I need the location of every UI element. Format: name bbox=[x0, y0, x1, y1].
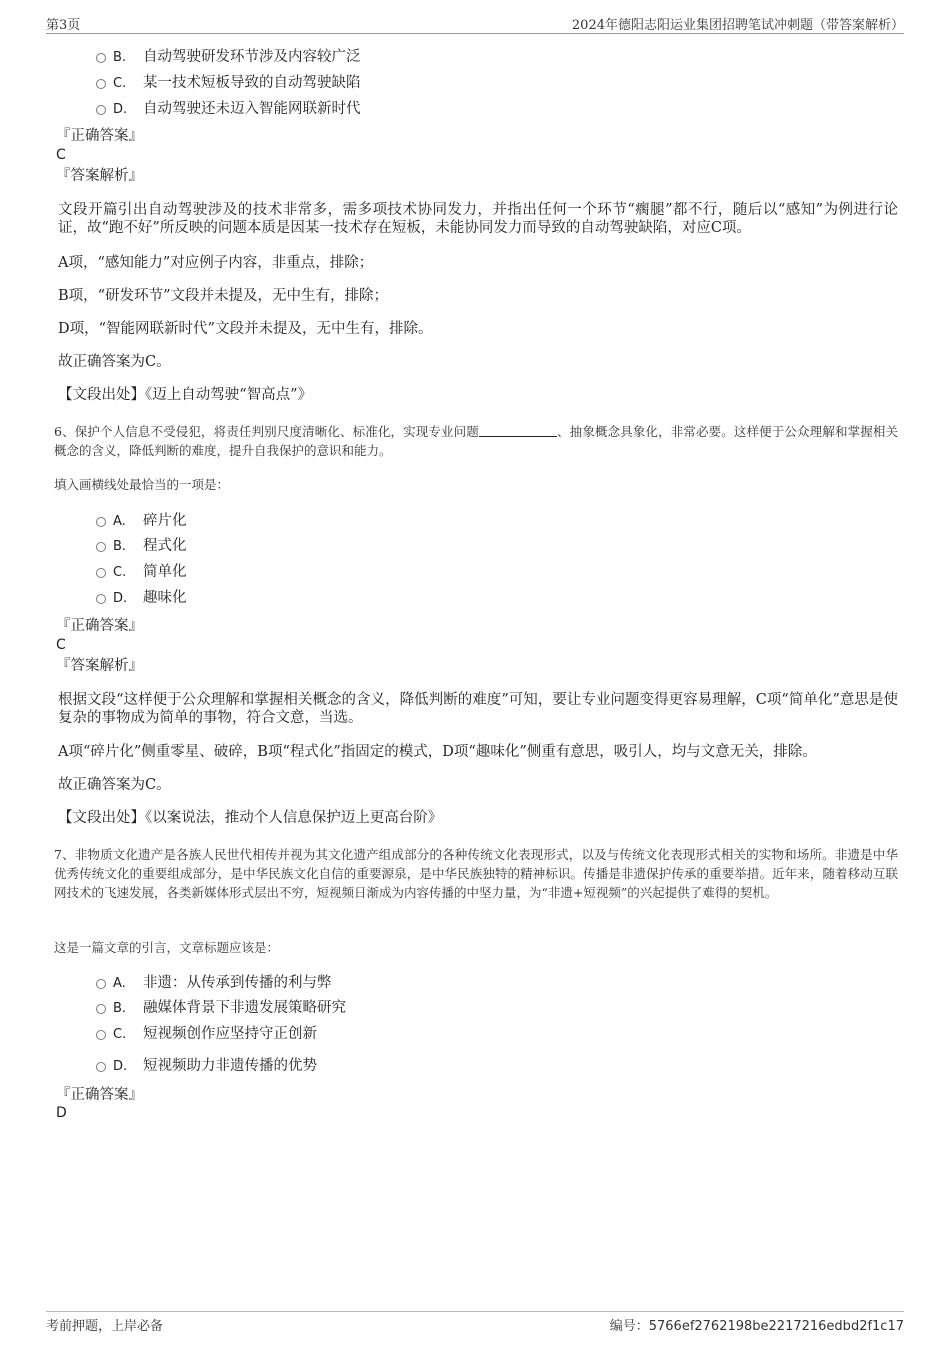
q6-prompt: 填入画横线处最恰当的一项是： bbox=[54, 477, 230, 492]
page-header bbox=[46, 14, 904, 34]
q5-analysis-main: 文段开篇引出自动驾驶涉及的技术非常多，需多项技术协同发力，并指出任何一个环节“瘸腿”都不行，随后以“感知”为例进行论证，故“跑不好”所反映的问题本质是因某一技术存在短板，未能协同发力而导致的自动驾驶缺陷，对应C项。 bbox=[58, 202, 898, 236]
q7-prompt: 这是一篇文章的引言，文章标题应该是： bbox=[54, 940, 280, 955]
radio-icon[interactable] bbox=[96, 53, 106, 63]
q6-analysis-options: A项“碎片化”侧重零星、破碎，B项“程式化”指固定的模式，D项“趣味化”侧重有意思，吸引人，均与文意无关，排除。 bbox=[58, 744, 817, 760]
q5-source: 【文段出处】《迈上自动驾驶“智高点”》 bbox=[58, 387, 313, 403]
q5-answer: C bbox=[56, 147, 66, 163]
radio-icon[interactable] bbox=[96, 594, 106, 604]
fill-blank bbox=[479, 424, 557, 437]
radio-icon[interactable] bbox=[96, 1004, 106, 1014]
q6-source: 【文段出处】《以案说法，推动个人信息保护迈上更高台阶》 bbox=[58, 810, 443, 826]
radio-icon[interactable] bbox=[96, 105, 106, 115]
q6-option-b[interactable]: B. 程式化 bbox=[96, 536, 187, 556]
q7-answer: D bbox=[56, 1105, 67, 1121]
q5-analysis-a: A项，“感知能力”对应例子内容，非重点，排除； bbox=[58, 255, 374, 271]
page-footer bbox=[46, 1311, 904, 1334]
q6-analysis-label: 『答案解析』 bbox=[56, 658, 143, 674]
q5-analysis-label: 『答案解析』 bbox=[56, 168, 143, 184]
radio-icon[interactable] bbox=[96, 568, 106, 578]
q7-option-b[interactable]: B. 融媒体背景下非遗发展策略研究 bbox=[96, 998, 346, 1018]
q6-option-c[interactable]: C. 简单化 bbox=[96, 562, 187, 582]
q5-option-d[interactable]: D. 自动驾驶还未迈入智能网联新时代 bbox=[96, 99, 361, 119]
q5-option-b[interactable]: B. 自动驾驶研发环节涉及内容较广泛 bbox=[96, 47, 361, 67]
q7-answer-label: 『正确答案』 bbox=[56, 1087, 143, 1103]
q6-analysis-conclusion: 故正确答案为C。 bbox=[58, 777, 171, 793]
q5-analysis-b: B项，“研发环节”文段并未提及，无中生有，排除； bbox=[58, 288, 388, 304]
radio-icon[interactable] bbox=[96, 1062, 106, 1072]
q7-stem: 7、非物质文化遗产是各族人民世代相传并视为其文化遗产组成部分的各种传统文化表现形式，以及与传统文化表现形式相关的实物和场所。非遗是中华优秀传统文化的重要组成部分，是中华民族文化自信的重要源泉，是中华民族独特的精神标识。传播是非遗保护传承的重要举措。近年来，随着移动互联网技术的飞速发展，各类新媒体形式层出不穷，短视频日渐成为内容传播的中坚力量，为“非遗+短视频”的兴起提供了难得的契机。 bbox=[54, 847, 898, 900]
radio-icon[interactable] bbox=[96, 517, 106, 527]
q5-option-c[interactable]: C. 某一技术短板导致的自动驾驶缺陷 bbox=[96, 73, 361, 93]
q5-analysis-d: D项，“智能网联新时代”文段并未提及，无中生有，排除。 bbox=[58, 321, 433, 337]
q6-option-a[interactable]: A. 碎片化 bbox=[96, 511, 187, 531]
radio-icon[interactable] bbox=[96, 79, 106, 89]
q7-option-a[interactable]: A. 非遗：从传承到传播的利与弊 bbox=[96, 973, 332, 993]
radio-icon[interactable] bbox=[96, 542, 106, 552]
q6-answer: C bbox=[56, 637, 66, 653]
q6-option-d[interactable]: D. 趣味化 bbox=[96, 588, 187, 608]
footer-slogan: 考前押题，上岸必备 bbox=[46, 1319, 164, 1334]
q5-answer-label: 『正确答案』 bbox=[56, 128, 143, 144]
q7-option-d[interactable]: D. 短视频助力非遗传播的优势 bbox=[96, 1056, 317, 1076]
q7-option-c[interactable]: C. 短视频创作应坚持守正创新 bbox=[96, 1024, 317, 1044]
q5-analysis-conclusion: 故正确答案为C。 bbox=[58, 354, 171, 370]
document-code: 编号：5766ef2762198be2217216edbd2f1c17 bbox=[609, 1319, 904, 1334]
page-number: 第3页 bbox=[46, 18, 81, 33]
q6-analysis-main: 根据文段“这样便于公众理解和掌握相关概念的含义，降低判断的难度”可知，要让专业问题变得更容易理解，C项“简单化”意思是使复杂的事物成为简单的事物，符合文意，当选。 bbox=[58, 692, 898, 726]
radio-icon[interactable] bbox=[96, 1030, 106, 1040]
q6-stem: 6、保护个人信息不受侵犯，将责任判别尺度清晰化、标准化，实现专业问题 、抽象概念具象化，非常必要。这样便于公众理解和掌握相关概念的含义，降低判断的难度，提升自我保护的意识和能力。 bbox=[54, 424, 898, 458]
q6-answer-label: 『正确答案』 bbox=[56, 618, 143, 634]
radio-icon[interactable] bbox=[96, 979, 106, 989]
document-title: 2024年德阳志阳运业集团招聘笔试冲刺题（带答案解析） bbox=[571, 18, 904, 33]
